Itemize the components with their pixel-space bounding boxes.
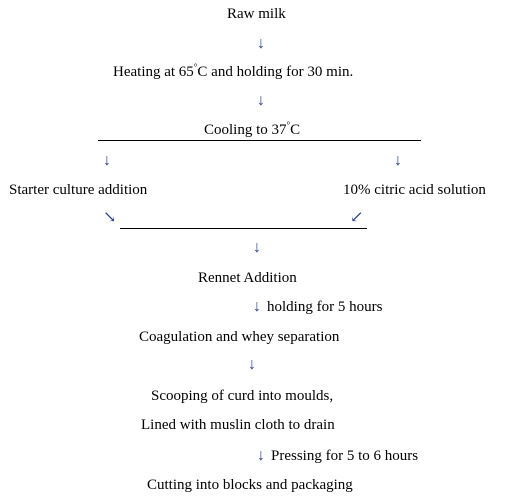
- step-citric-acid: 10% citric acid solution: [343, 182, 486, 198]
- step-lined-muslin: Lined with muslin cloth to drain: [141, 417, 335, 433]
- step-heating-post: C and holding for 30 min.: [197, 64, 354, 80]
- down-arrow-icon: ↓: [257, 447, 265, 464]
- down-arrow-icon: ↓: [253, 298, 261, 315]
- step-scooping: Scooping of curd into moulds,: [151, 388, 334, 404]
- step-raw-milk: Raw milk: [227, 6, 286, 22]
- step-cutting-packaging: Cutting into blocks and packaging: [147, 477, 353, 493]
- split-line: [98, 140, 421, 141]
- step-cooling-pre: Cooling to 37: [204, 122, 287, 138]
- step-holding-label: holding for 5 hours: [267, 299, 383, 315]
- degree-symbol: °: [193, 62, 198, 72]
- merge-line: [120, 228, 367, 229]
- step-rennet-addition: Rennet Addition: [198, 270, 297, 286]
- step-cooling: [204, 121, 300, 139]
- down-arrow-icon: ↓: [253, 239, 261, 256]
- degree-symbol: °: [286, 120, 291, 130]
- step-coagulation: Coagulation and whey separation: [139, 329, 340, 345]
- step-pressing-label: Pressing for 5 to 6 hours: [271, 448, 419, 464]
- diagonal-arrow-left-icon: ↙: [350, 209, 364, 226]
- step-cooling-post: C: [290, 122, 301, 138]
- down-arrow-icon: ↓: [257, 35, 265, 52]
- step-starter-culture: Starter culture addition: [9, 182, 148, 198]
- down-arrow-icon: ↓: [257, 92, 265, 109]
- down-arrow-icon: ↓: [394, 152, 402, 169]
- step-heating: [113, 63, 353, 81]
- diagonal-arrow-right-icon: ↘: [103, 209, 117, 226]
- down-arrow-icon: ↓: [103, 152, 111, 169]
- down-arrow-icon: ↓: [248, 356, 256, 373]
- step-heating-pre: Heating at 65: [113, 64, 194, 80]
